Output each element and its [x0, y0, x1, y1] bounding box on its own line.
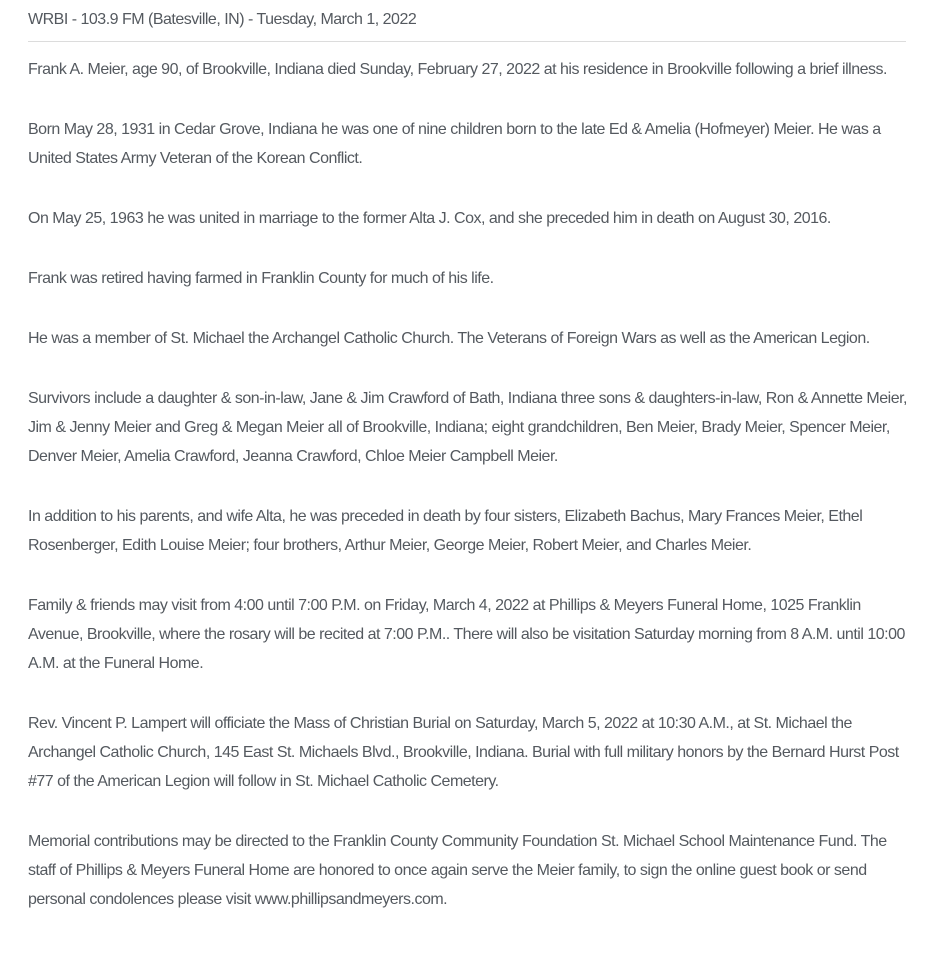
paragraph-career: Frank was retired having farmed in Franklin County for much of his life. [28, 270, 494, 287]
paragraph-memorial-contributions: Memorial contributions may be directed to the Franklin County Community Foundation St. Michael School Maintenance Fund. The staff of Phillips & Meyers Funeral Home are honored to once again serve the Meier family, to sign the online guest book or send personal condolences please visit www.phillipsandmeyers.com. [28, 833, 887, 908]
obituary-article [28, 42, 917, 914]
paragraph-death-announcement: Frank A. Meier, age 90, of Brookville, Indiana died Sunday, February 27, 2022 at his residence in Brookville following a brief illness. [28, 61, 887, 78]
paragraph-marriage: On May 25, 1963 he was united in marriage to the former Alta J. Cox, and she preceded him in death on August 30, 2016. [28, 210, 831, 227]
paragraph-survivors: Survivors include a daughter & son-in-law, Jane & Jim Crawford of Bath, Indiana three sons & daughters-in-law, Ron & Annette Meier, Jim & Jenny Meier and Greg & Megan Meier all of Brookville, Indiana; eight grandchildren, Ben Meier, Brady Meier, Spencer Meier, Denver Meier, Amelia Crawford, Jeanna Crawford, Chloe Meier Campbell Meier. [28, 390, 907, 465]
paragraph-funeral-service: Rev. Vincent P. Lampert will officiate the Mass of Christian Burial on Saturday, March 5, 2022 at 10:30 A.M., at St. Michael the Archangel Catholic Church, 145 East St. Michaels Blvd., Brookville, Indiana. Burial with full military honors by the Bernard Hurst Post #77 of the American Legion will follow in St. Michael Catholic Cemetery. [28, 715, 899, 790]
paragraph-visitation: Family & friends may visit from 4:00 until 7:00 P.M. on Friday, March 4, 2022 at Phillips & Meyers Funeral Home, 1025 Franklin Avenue, Brookville, where the rosary will be recited at 7:00 P.M.. There will also be visitation Saturday morning from 8 A.M. until 10:00 A.M. at the Funeral Home. [28, 597, 905, 672]
station-dateline: WRBI - 103.9 FM (Batesville, IN) - Tuesday, March 1, 2022 [28, 11, 417, 28]
paragraph-memberships: He was a member of St. Michael the Archangel Catholic Church. The Veterans of Foreign Wars as well as the American Legion. [28, 330, 870, 347]
paragraph-birth-early-life: Born May 28, 1931 in Cedar Grove, Indiana he was one of nine children born to the late Ed & Amelia (Hofmeyer) Meier. He was a United States Army Veteran of the Korean Conflict. [28, 121, 881, 167]
paragraph-preceded-in-death: In addition to his parents, and wife Alta, he was preceded in death by four sisters, Elizabeth Bachus, Mary Frances Meier, Ethel Rosenberger, Edith Louise Meier; four brothers, Arthur Meier, George Meier, Robert Meier, and Charles Meier. [28, 508, 863, 554]
